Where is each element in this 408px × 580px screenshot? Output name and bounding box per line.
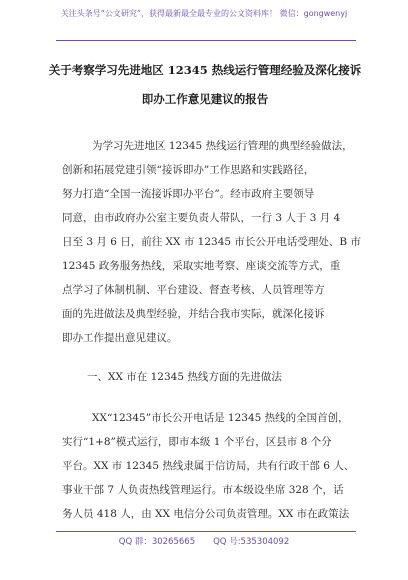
header-banner: 关注头条号“公文研究”，获得最新最全最专业的公文资料库！ 微信：gongwenyj: [60, 9, 348, 18]
paragraph-line: 同意，由市政府办公室主要负责人带队，一行 3 人于 3 月 4: [62, 212, 341, 224]
header-divider: [56, 40, 356, 41]
paragraph-line: 事业干部 7 人负责热线管理运行。市本级设坐席 328 个，话: [62, 484, 344, 496]
paragraph-line: 日至 3 月 6 日，前往 XX 市 12345 市长公开电话受理处、B 市: [62, 236, 361, 248]
footer-qq-number: QQ 号:535304092: [213, 537, 290, 547]
document-title-line-2: 即办工作意见建议的报告: [141, 92, 269, 106]
paragraph-line: 即办工作提出意见建议。: [62, 332, 178, 344]
paragraph-line: 努力打造“全国一流接诉即办平台”。经市政府主要领导: [62, 188, 315, 200]
paragraph-line: 面的先进做法及典型经验，并结合我市实际，就深化接诉: [62, 308, 325, 320]
paragraph-line: 点学习了体制机制、平台建设、督查考核、人员管理等方: [62, 284, 325, 296]
paragraph-line: 平台。XX 市 12345 热线隶属于信访局，共有行政干部 6 人、: [62, 460, 355, 472]
paragraph-line: 实行“1+8”模式运行，即市本级 1 个平台，区县市 8 个分: [62, 436, 332, 448]
document-title-line-1: 关于考察学习先进地区 12345 热线运行管理经验及深化接诉: [48, 63, 362, 77]
section-heading: 一、XX 市在 12345 热线方面的先进做法: [87, 371, 282, 383]
paragraph-line: 为学习先进地区 12345 热线运行管理的典型经验做法，: [92, 140, 353, 152]
footer-qq-group: QQ 群：30265665: [118, 537, 196, 547]
paragraph-line: 务人员 418 人，由 XX 电信分公司负责管理。XX 市在政策法: [62, 508, 350, 520]
paragraph-line: 12345 政务服务热线，采取实地考察、座谈交流等方式，重: [62, 260, 341, 272]
footer: [0, 535, 408, 547]
footer-divider: [56, 531, 356, 532]
paragraph-line: 创新和拓展党建引领“接诉即办”工作思路和实践路径，: [62, 164, 315, 176]
paragraph-line: XX“12345”市长公开电话是 12345 热线的全国首创，: [92, 412, 349, 424]
